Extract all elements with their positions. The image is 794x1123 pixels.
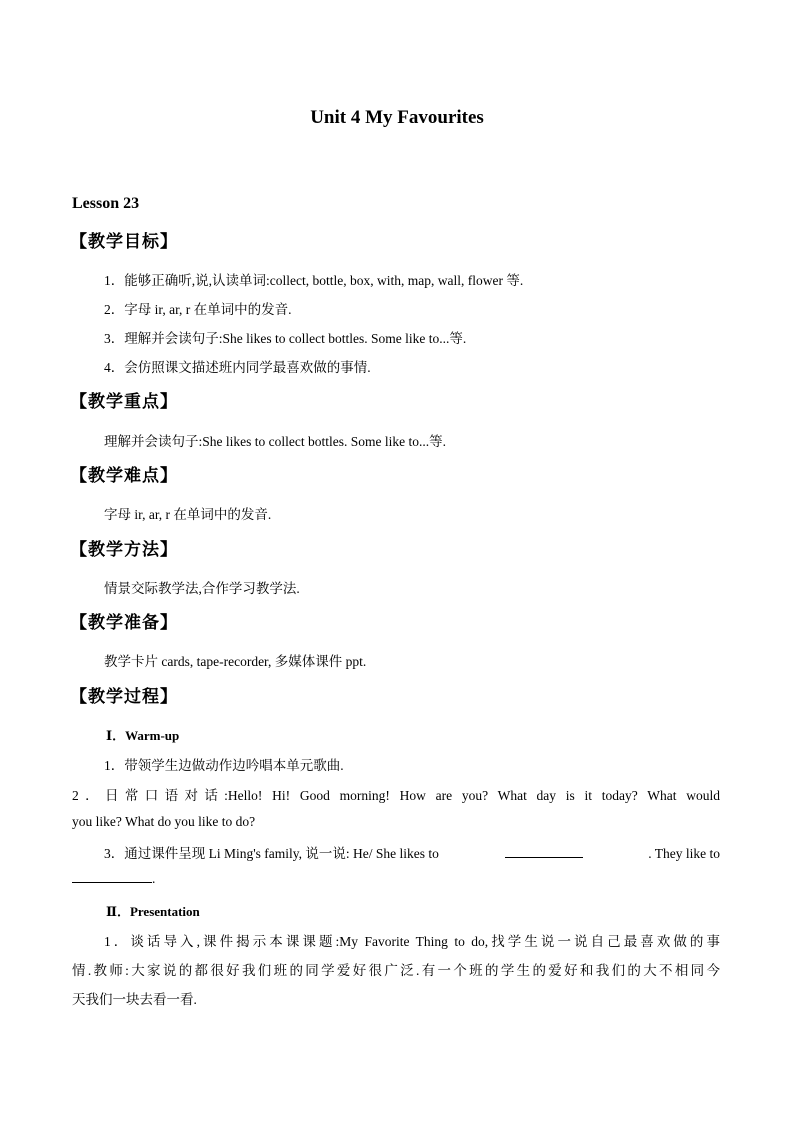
key-points-text: 理解并会读句子:She likes to collect bottles. Some like to...等. (104, 434, 446, 449)
difficulties-text: 字母 ir, ar, r 在单词中的发音. (104, 507, 272, 522)
page-title: Unit 4 My Favourites (310, 107, 484, 128)
lesson-label: Lesson 23 (72, 195, 140, 212)
warmup-label: Ⅰ．Warm-up (106, 728, 180, 743)
goal-item: 1．能够正确听,说,认读单词:collect, bottle, box, with, map, wall, flower 等. (104, 273, 524, 288)
goal-item: 4．会仿照课文描述班内同学最喜欢做的事情. (104, 360, 371, 375)
warmup-item-3 (104, 842, 720, 862)
goal-item: 3．理解并会读句子:She likes to collect bottles. Some like to...等. (104, 331, 467, 346)
section-heading-goals: 【教学目标】 (70, 232, 178, 252)
section-heading-preparation: 【教学准备】 (70, 613, 178, 633)
fill-in-blank (505, 846, 583, 858)
warmup-item-3-text-2: . They like to (648, 846, 720, 861)
methods-text: 情景交际教学法,合作学习教学法. (104, 581, 300, 596)
presentation-item-continued: 情.教师:大家说的都很好我们班的同学爱好很广泛.有一个班的学生的爱好和我们的大不相同今 (72, 963, 720, 978)
section-heading-difficulties: 【教学难点】 (70, 466, 178, 486)
presentation-label: Ⅱ．Presentation (106, 904, 200, 919)
fill-in-blank (72, 871, 152, 883)
warmup-item: 1．带领学生边做动作边吟唱本单元歌曲. (104, 758, 344, 773)
section-heading-methods: 【教学方法】 (70, 540, 178, 560)
warmup-item-3-continued (72, 871, 155, 887)
presentation-item-continued: 天我们一块去看一看. (72, 992, 197, 1007)
section-heading-key-points: 【教学重点】 (70, 392, 178, 412)
preparation-text: 教学卡片 cards, tape-recorder, 多媒体课件 ppt. (104, 654, 367, 669)
warmup-item-3-text: 3．通过课件呈现 Li Ming's family, 说一说: He/ She likes to (104, 846, 439, 861)
section-heading-process: 【教学过程】 (70, 687, 178, 707)
warmup-item-continued: you like? What do you like to do? (72, 814, 256, 829)
goal-item: 2．字母 ir, ar, r 在单词中的发音. (104, 302, 292, 317)
warmup-item-3-end: . (152, 871, 156, 886)
presentation-item: 1．谈话导入,课件揭示本课课题:My Favorite Thing to do,找学生说一说自己最喜欢做的事 (104, 934, 720, 949)
warmup-item: 2．日常口语对话:Hello! Hi! Good morning! How are you? What day is it today? What would (72, 788, 720, 803)
